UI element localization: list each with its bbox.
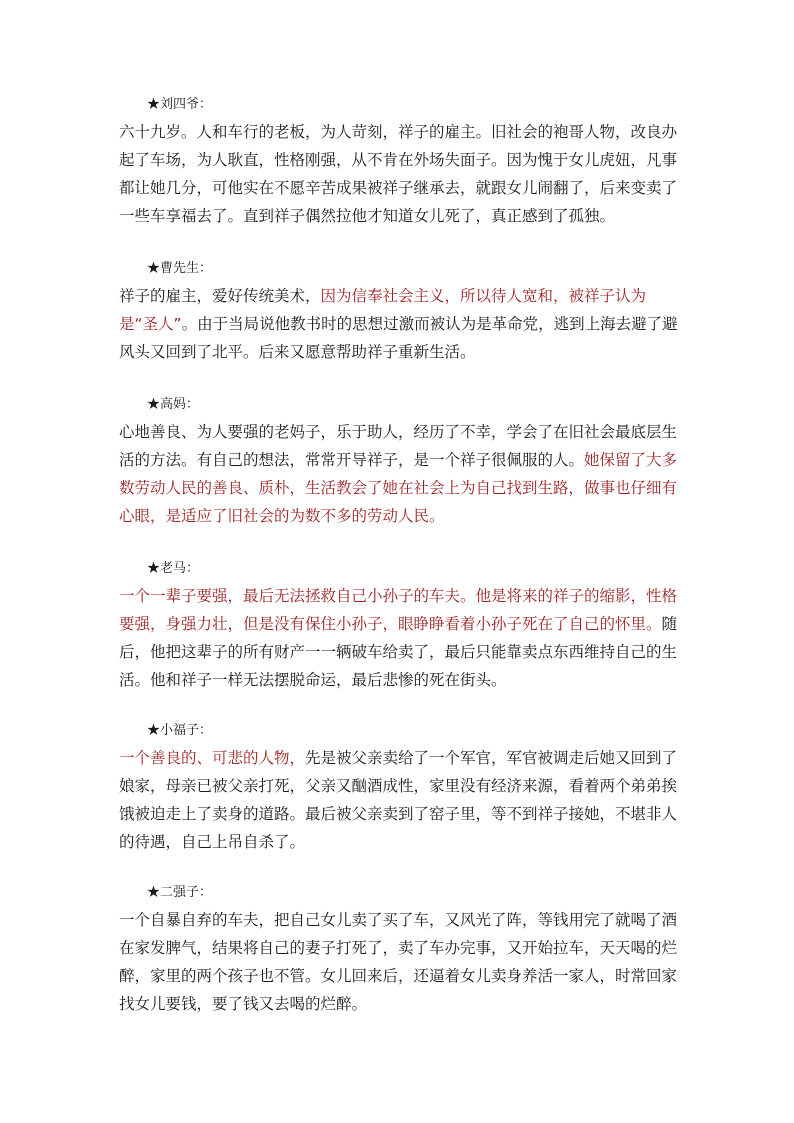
section-lao-ma [119, 560, 679, 694]
section-heading: ★高妈： [147, 397, 200, 412]
section-cao-xiansheng [119, 260, 679, 366]
section-heading: ★小福子： [147, 723, 213, 738]
highlighted-text: 一个一辈子要强，最后无法拯救自己小孙子的车夫。他是将来的祥子的缩影，性格要强，身强力壮，但是没有保住小孙子，眼睁睁看着小孙子死在了自己的怀里。 [119, 587, 678, 633]
section-er-qiangzi [119, 884, 679, 1018]
section-body [119, 118, 679, 230]
section-body [119, 282, 679, 366]
body-text: 先是被父亲卖给了一个军官，军官被调走后她又回到了娘家，母亲已被父亲打死，父亲又酗酒成性，家里没有经济来源，看着两个弟弟挨饿被迫走上了卖身的道路。最后被父亲卖到了窑子里，等不到祥子接她，不堪非人的待遇，自己上吊自杀了。 [119, 749, 678, 851]
section-gao-ma [119, 396, 679, 530]
section-heading: ★曹先生： [147, 261, 213, 276]
body-text: 心地善良、为人要强的老妈子，乐于助人，经历了不幸，学会了在旧社会最底层生活的方法。有自己的想法，常常开导祥子，是一个祥子很佩服的人。 [119, 423, 678, 469]
section-body [119, 582, 679, 694]
section-xiao-fuzi [119, 722, 679, 856]
section-body [119, 418, 679, 530]
highlighted-text: 因为信奉社会主义，所以待人宽和，被祥子认为是“圣人” [119, 287, 647, 333]
section-heading: ★刘四爷： [147, 97, 213, 112]
section-body [119, 744, 679, 856]
section-heading: ★老马： [147, 561, 200, 576]
section-liu-siye [119, 96, 679, 230]
body-text: 祥子的雇主，爱好传统美术， [119, 287, 321, 305]
highlighted-text: 她保留了大多数劳动人民的善良、质朴，生活教会了她在社会上为自己找到生路，做事也仔细有心眼，是适应了旧社会的为数不多的劳动人民。 [119, 451, 678, 525]
body-text: 随后，他把这辈子的所有财产一一辆破车给卖了，最后只能靠卖点东西维持自己的生活。他和祥子一样无法摆脱命运，最后悲惨的死在街头。 [119, 615, 678, 689]
highlighted-text: 一个善良的、可悲的人物， [119, 749, 306, 767]
section-heading: ★二强子： [147, 885, 213, 900]
section-body [119, 906, 679, 1018]
body-text: 一个自暴自弃的车夫，把自己女儿卖了买了车，又风光了阵，等钱用完了就喝了酒在家发脾气，结果将自己的妻子打死了，卖了车办完事，又开始拉车，天天喝的烂醉，家里的两个孩子也不管。女儿回来后，还逼着女儿卖身养活一家人，时常回家找女儿要钱，要了钱又去喝的烂醉。 [119, 911, 678, 1013]
body-text: 六十九岁。人和车行的老板，为人苛刻，祥子的雇主。旧社会的袍哥人物，改良办起了车场，为人耿直，性格刚强，从不肯在外场失面子。因为愧于女儿虎妞，凡事都让她几分，可他实在不愿辛苦成果被祥子继承去，就跟女儿闹翻了，后来变卖了一些车享福去了。直到祥子偶然拉他才知道女儿死了，真正感到了孤独。 [119, 123, 678, 225]
body-text: 。由于当局说他教书时的思想过激而被认为是革命党，逃到上海去避了避风头又回到了北平。后来又愿意帮助祥子重新生活。 [119, 315, 678, 361]
